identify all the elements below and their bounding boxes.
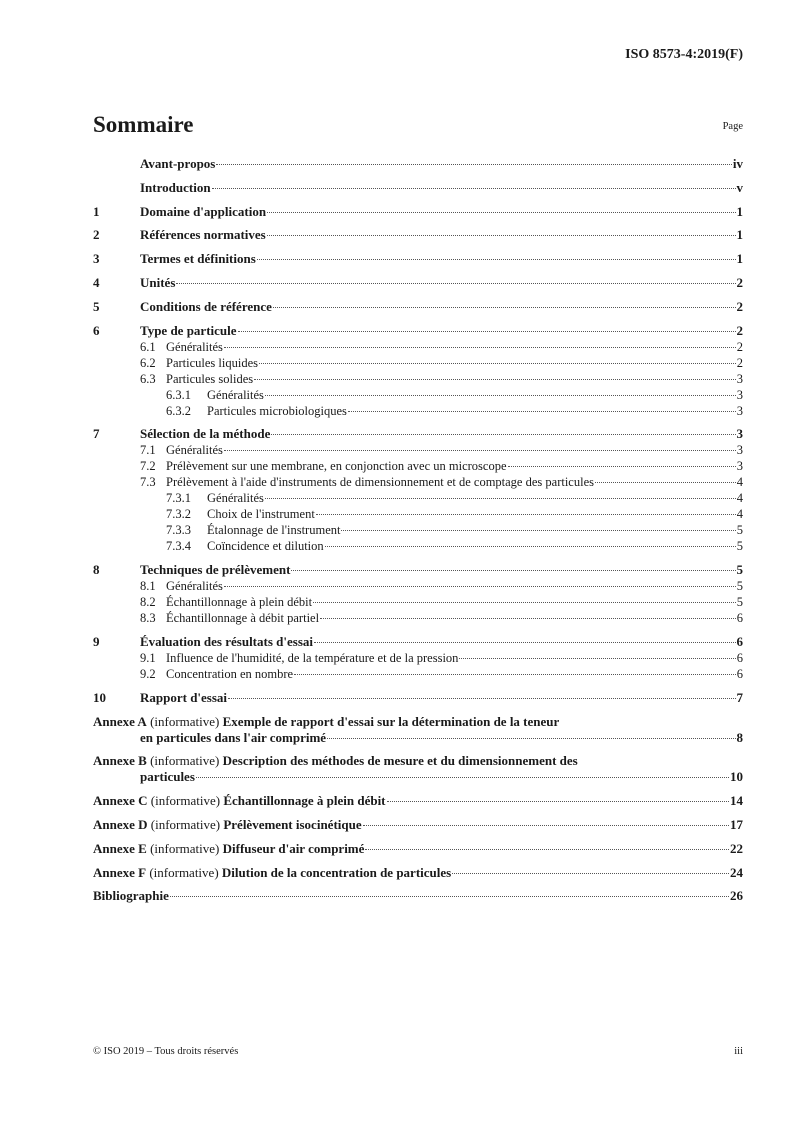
toc-entry[interactable] <box>93 610 743 626</box>
dot-leader <box>314 642 736 643</box>
dot-leader <box>595 482 736 483</box>
toc-entry[interactable] <box>93 387 743 403</box>
section-title: Particules solides <box>166 371 254 386</box>
section-title: Coïncidence et dilution <box>207 539 324 554</box>
section-number: 6.1 <box>140 339 156 354</box>
dot-leader <box>212 188 736 189</box>
page-ref: 3 <box>736 371 743 386</box>
dot-leader <box>387 801 729 802</box>
document-id: ISO 8573-4:2019(F) <box>625 47 743 62</box>
annex-heading <box>93 841 364 857</box>
dot-leader <box>257 259 736 260</box>
page-ref: 2 <box>736 298 743 314</box>
annex-heading <box>93 865 451 881</box>
section-number: 8.3 <box>140 611 156 626</box>
section-title: Rapport d'essai <box>140 689 228 705</box>
toc-annex-entry[interactable] <box>93 793 743 809</box>
annex-label: Annexe F <box>93 864 147 880</box>
section-number: 6 <box>93 322 100 338</box>
dot-leader <box>265 395 736 396</box>
section-title: Particules liquides <box>166 355 258 370</box>
page-ref: 2 <box>736 355 743 370</box>
page-ref: 5 <box>736 595 743 610</box>
annex-heading <box>93 817 362 833</box>
toc-entry[interactable] <box>93 371 743 387</box>
dot-leader <box>327 738 735 739</box>
toc-entry[interactable] <box>93 690 743 706</box>
dot-leader <box>265 498 736 499</box>
section-title: Évaluation des résultats d'essai <box>140 633 313 649</box>
dot-leader <box>316 514 736 515</box>
page-ref: 3 <box>736 459 743 474</box>
dot-leader <box>452 873 729 874</box>
dot-leader <box>254 379 736 380</box>
toc-entry[interactable] <box>93 594 743 610</box>
section-title: Prélèvement à l'aide d'instruments de dimensionnement et de comptage des particules <box>166 475 594 490</box>
section-number: 8.2 <box>140 595 156 610</box>
page-ref: 17 <box>730 816 743 832</box>
section-number: 7.3 <box>140 475 156 490</box>
dot-leader <box>459 658 735 659</box>
section-title: Échantillonnage à plein débit <box>166 595 313 610</box>
dot-leader <box>291 570 735 571</box>
section-title: Influence de l'humidité, de la température et de la pression <box>166 650 459 665</box>
dot-leader <box>228 698 735 699</box>
dot-leader <box>348 411 736 412</box>
annex-type: (informative) <box>150 753 220 769</box>
toc-entry[interactable] <box>93 299 743 315</box>
toc-entry[interactable] <box>93 634 743 650</box>
toc-entry[interactable] <box>93 275 743 291</box>
section-number: 2 <box>93 227 100 243</box>
dot-leader <box>273 307 736 308</box>
section-title: Introduction <box>140 179 211 195</box>
section-title: Généralités <box>166 443 223 458</box>
section-title: Type de particule <box>140 322 237 338</box>
annex-heading <box>93 793 386 809</box>
toc-entry[interactable] <box>93 538 743 554</box>
toc-entry[interactable] <box>93 666 743 682</box>
annex-title-continued: particules <box>140 769 195 785</box>
dot-leader <box>294 674 736 675</box>
annex-title: Diffuseur d'air comprimé <box>222 840 365 856</box>
page-ref: 14 <box>730 793 743 809</box>
toc-annex-entry[interactable] <box>93 714 743 746</box>
page-title: Sommaire <box>93 112 194 137</box>
annex-type: (informative) <box>150 816 221 832</box>
dot-leader <box>259 363 736 364</box>
annex-title: Exemple de rapport d'essai sur la détermination de la teneur <box>222 713 560 729</box>
toc-annex-entry[interactable] <box>93 888 743 904</box>
section-number: 9.2 <box>140 666 156 681</box>
annex-title-continued: en particules dans l'air comprimé <box>140 729 327 745</box>
section-title: Techniques de prélèvement <box>140 562 291 578</box>
toc-annex-entry[interactable] <box>93 753 743 785</box>
annex-label: Annexe A <box>93 713 147 729</box>
annex-title-line <box>93 769 743 785</box>
annex-title-line <box>93 730 743 746</box>
annex-type: (informative) <box>149 864 219 880</box>
page-ref: 8 <box>736 729 743 745</box>
section-number: 6.3 <box>140 371 156 386</box>
section-number: 8 <box>93 562 100 578</box>
page-ref: 5 <box>736 562 743 578</box>
annex-label: Annexe D <box>93 816 148 832</box>
toc-entry[interactable] <box>93 562 743 578</box>
annex-title-line <box>93 817 743 833</box>
section-title: Domaine d'application <box>140 203 267 219</box>
dot-leader <box>196 777 729 778</box>
dot-leader <box>365 849 729 850</box>
section-number: 8.1 <box>140 579 156 594</box>
page-ref: 2 <box>736 339 743 354</box>
section-number: 9 <box>93 633 100 649</box>
page-ref: 3 <box>736 443 743 458</box>
section-title: Avant-propos <box>140 156 216 171</box>
page-ref: 4 <box>736 475 743 490</box>
toc-entry[interactable] <box>93 156 743 172</box>
page-ref: 2 <box>736 274 743 290</box>
section-title: Références normatives <box>140 227 266 243</box>
toc-entry[interactable] <box>93 426 743 442</box>
page-ref: 1 <box>736 251 743 267</box>
page-ref: 26 <box>730 888 743 904</box>
annex-label: Annexe B <box>93 753 147 769</box>
annex-type: (informative) <box>150 713 220 729</box>
toc-entry[interactable] <box>93 650 743 666</box>
toc-entry[interactable] <box>93 323 743 339</box>
section-number: 7 <box>93 426 100 442</box>
page-ref: 6 <box>736 611 743 626</box>
dot-leader <box>267 212 735 213</box>
page-ref: 10 <box>730 769 743 785</box>
annex-title: Dilution de la concentration de particules <box>221 864 452 880</box>
dot-leader <box>508 466 736 467</box>
section-number: 7.3.4 <box>166 539 191 554</box>
annex-heading <box>93 888 169 904</box>
page-ref: 24 <box>730 864 743 880</box>
section-title: Échantillonnage à débit partiel <box>166 611 320 626</box>
annex-title-line <box>93 714 743 730</box>
page-ref: 1 <box>736 227 743 243</box>
section-number: 3 <box>93 251 100 267</box>
page-ref: 3 <box>736 426 743 442</box>
toc-annex-entry[interactable] <box>93 841 743 857</box>
section-title: Unités <box>140 274 176 290</box>
page-footer <box>93 1046 743 1057</box>
dot-leader <box>341 530 735 531</box>
dot-leader <box>320 618 736 619</box>
toc-entry[interactable] <box>93 490 743 506</box>
page-ref: iv <box>732 156 743 171</box>
annex-type: (informative) <box>150 840 220 856</box>
annex-title: Description des méthodes de mesure et du dimensionnement des <box>222 753 578 769</box>
section-title: Généralités <box>207 387 264 402</box>
toc-entry[interactable] <box>93 442 743 458</box>
section-title: Particules microbiologiques <box>207 403 347 418</box>
annex-label: Bibliographie <box>93 888 169 904</box>
dot-leader <box>363 825 729 826</box>
annex-title-line <box>93 865 743 881</box>
section-title: Généralités <box>207 491 264 506</box>
dot-leader <box>271 434 735 435</box>
toc-entry[interactable] <box>93 180 743 196</box>
section-title: Généralités <box>166 579 223 594</box>
page-ref: 5 <box>736 539 743 554</box>
page-ref: 7 <box>736 689 743 705</box>
dot-leader <box>170 896 729 897</box>
toc-entry[interactable] <box>93 227 743 243</box>
page-ref: 22 <box>730 840 743 856</box>
annex-title: Prélèvement isocinétique <box>223 816 362 832</box>
page-ref: 6 <box>736 650 743 665</box>
page-column-label: Page <box>722 121 743 132</box>
toc-entry[interactable] <box>93 403 743 419</box>
section-title: Étalonnage de l'instrument <box>207 523 341 538</box>
page-ref: 4 <box>736 491 743 506</box>
dot-leader <box>176 283 735 284</box>
annex-title-line <box>93 841 743 857</box>
toc-annex-entry[interactable] <box>93 817 743 833</box>
page-ref: v <box>736 179 743 195</box>
section-number: 6.2 <box>140 355 156 370</box>
page-ref: 3 <box>736 387 743 402</box>
annex-title-line <box>93 793 743 809</box>
annex-title: Échantillonnage à plein débit <box>223 793 386 809</box>
toc-entry[interactable] <box>93 506 743 522</box>
section-number: 7.3.2 <box>166 507 191 522</box>
page-ref: 2 <box>736 322 743 338</box>
section-title: Généralités <box>166 339 223 354</box>
toc-entry[interactable] <box>93 474 743 490</box>
page-ref: 6 <box>736 666 743 681</box>
dot-leader <box>224 450 736 451</box>
annex-label: Annexe C <box>93 793 148 809</box>
toc-entry[interactable] <box>93 251 743 267</box>
section-number: 5 <box>93 298 100 314</box>
copyright: © ISO 2019 – Tous droits réservés <box>93 1046 239 1057</box>
section-number: 4 <box>93 274 100 290</box>
annex-type: (informative) <box>150 793 221 809</box>
section-title: Concentration en nombre <box>166 666 294 681</box>
annex-title-line <box>93 888 743 904</box>
table-of-contents <box>93 156 743 904</box>
section-number: 7.1 <box>140 443 156 458</box>
toc-entry[interactable] <box>93 522 743 538</box>
dot-leader <box>267 235 736 236</box>
section-title: Termes et définitions <box>140 251 256 267</box>
page-ref: 5 <box>736 579 743 594</box>
section-number: 7.2 <box>140 459 156 474</box>
page-ref: 5 <box>736 523 743 538</box>
section-number: 7.3.3 <box>166 523 191 538</box>
toc-entry[interactable] <box>93 458 743 474</box>
page-ref: 3 <box>736 403 743 418</box>
section-title: Conditions de référence <box>140 298 272 314</box>
toc-annex-entry[interactable] <box>93 865 743 881</box>
section-number: 6.3.2 <box>166 403 191 418</box>
section-title: Sélection de la méthode <box>140 426 271 442</box>
page-ref: 4 <box>736 507 743 522</box>
dot-leader <box>224 586 736 587</box>
annex-label: Annexe E <box>93 840 147 856</box>
toc-entry[interactable] <box>93 355 743 371</box>
section-number: 10 <box>93 689 106 705</box>
dot-leader <box>238 331 736 332</box>
toc-entry[interactable] <box>93 204 743 220</box>
toc-entry[interactable] <box>93 339 743 355</box>
dot-leader <box>313 602 736 603</box>
dot-leader <box>325 546 736 547</box>
section-number: 9.1 <box>140 650 156 665</box>
page-ref: 1 <box>736 203 743 219</box>
section-number: 6.3.1 <box>166 387 191 402</box>
annex-title-line <box>93 753 743 769</box>
section-number: 7.3.1 <box>166 491 191 506</box>
page-ref: 6 <box>736 633 743 649</box>
page-number: iii <box>734 1046 743 1057</box>
dot-leader <box>224 347 736 348</box>
dot-leader <box>216 164 732 165</box>
toc-entry[interactable] <box>93 578 743 594</box>
section-title: Prélèvement sur une membrane, en conjonction avec un microscope <box>166 459 507 474</box>
section-title: Choix de l'instrument <box>207 507 315 522</box>
section-number: 1 <box>93 203 100 219</box>
